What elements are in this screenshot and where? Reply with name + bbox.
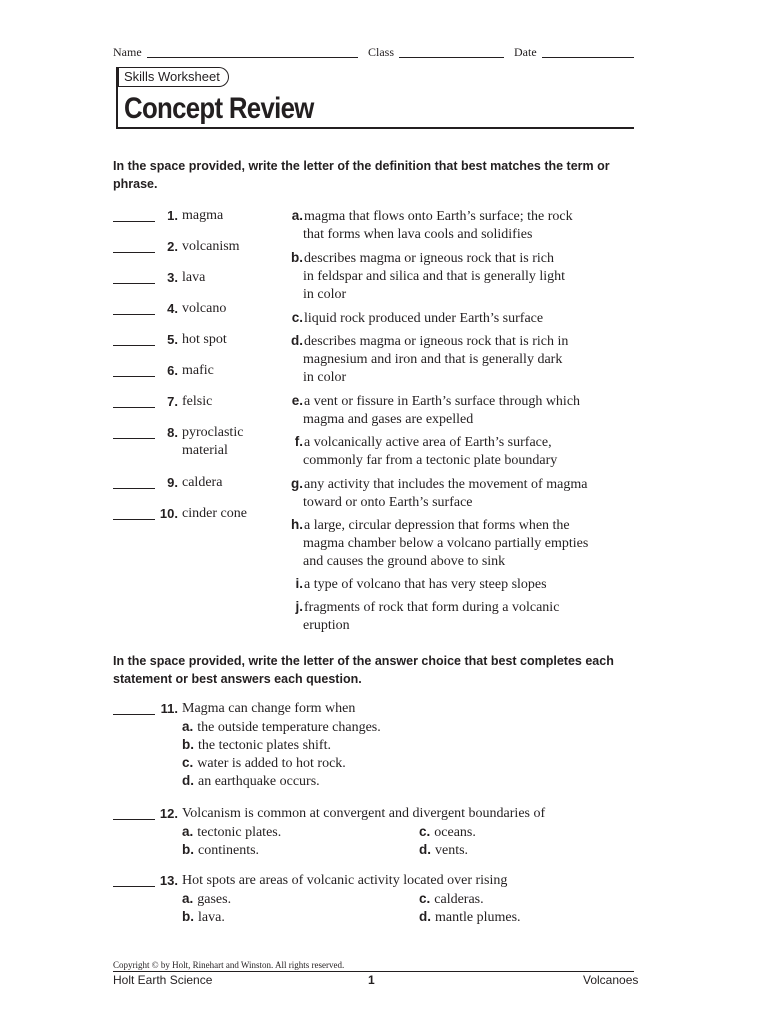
definition-letter: j. <box>295 599 303 614</box>
definition-letter: f. <box>294 434 303 449</box>
page-title: Concept Review <box>124 92 314 125</box>
definition-item <box>288 249 633 304</box>
choice-text: mantle plumes. <box>435 910 521 925</box>
answer-choice <box>182 823 281 842</box>
term-number: 9. <box>167 475 178 490</box>
term-label: cinder cone <box>182 506 247 521</box>
choice-text: calderas. <box>434 892 484 907</box>
choice-letter: c. <box>419 891 431 906</box>
term-label-continued: material <box>182 443 228 458</box>
definition-letter: d. <box>291 333 303 348</box>
class-field[interactable] <box>399 57 504 58</box>
answer-blank[interactable] <box>113 819 155 820</box>
definition-line: a vent or fissure in Earth’s surface through which <box>304 394 581 409</box>
term-text <box>182 300 226 318</box>
choice-letter: a. <box>182 824 194 839</box>
definition-letter: b. <box>291 250 303 265</box>
question-stem: Magma can change form when <box>182 701 356 716</box>
page-number: 1 <box>368 973 375 987</box>
question-number: 11. <box>160 701 178 716</box>
answer-blank[interactable] <box>113 376 155 377</box>
definition-line: a volcanically active area of Earth’s surface, <box>304 435 552 450</box>
term-label: magma <box>182 208 224 223</box>
choice-text: water is added to hot rock. <box>197 756 346 771</box>
answer-blank[interactable] <box>113 714 155 715</box>
term-text <box>182 238 240 256</box>
answer-choice <box>182 718 381 737</box>
definition-line: magma that flows onto Earth’s surface; the rock <box>304 209 573 224</box>
answer-choice <box>419 890 484 909</box>
choice-letter: c. <box>182 755 194 770</box>
definition-line: magma chamber below a volcano partially empties <box>303 536 589 551</box>
answer-blank[interactable] <box>113 407 155 408</box>
term-label: volcano <box>182 301 227 316</box>
definition-item <box>288 598 633 635</box>
term-number: 7. <box>167 394 178 409</box>
definition-line: liquid rock produced under Earth’s surface <box>304 311 544 326</box>
definition-line: magma and gases are expelled <box>303 412 474 427</box>
answer-blank[interactable] <box>113 488 155 489</box>
definition-line: fragments of rock that form during a volcanic <box>304 600 560 615</box>
term-text <box>182 269 205 287</box>
definition-item <box>288 332 633 387</box>
answer-choice <box>182 772 320 791</box>
choice-letter: b. <box>182 909 194 924</box>
term-label: lava <box>182 270 206 285</box>
term-label: mafic <box>182 363 214 378</box>
answer-choice <box>182 841 259 860</box>
term-label: volcanism <box>182 239 240 254</box>
choice-text: continents. <box>198 843 260 858</box>
choice-text: oceans. <box>434 825 476 840</box>
question-number: 12. <box>159 806 178 821</box>
choice-letter: b. <box>182 842 194 857</box>
answer-blank[interactable] <box>113 519 155 520</box>
definition-letter: a. <box>291 208 303 223</box>
choice-letter: d. <box>182 773 194 788</box>
choice-text: gases. <box>197 892 232 907</box>
choice-text: lava. <box>198 910 225 925</box>
definition-item <box>288 309 633 328</box>
choice-letter: b. <box>182 737 194 752</box>
answer-blank[interactable] <box>113 345 155 346</box>
term-label: felsic <box>182 394 213 409</box>
question-number: 13. <box>159 873 178 888</box>
definition-line: any activity that includes the movement of magma <box>304 477 588 492</box>
term-text <box>182 393 212 411</box>
definition-line: in color <box>303 287 347 302</box>
class-label: Class <box>368 45 395 59</box>
skills-worksheet-tab: Skills Worksheet <box>117 67 229 87</box>
term-label: hot spot <box>182 332 227 347</box>
term-label: pyroclastic <box>182 425 244 440</box>
term-text <box>182 331 227 349</box>
definition-line: a large, circular depression that forms when the <box>304 518 570 533</box>
answer-blank[interactable] <box>113 252 155 253</box>
definition-letter: e. <box>291 393 303 408</box>
definition-line: in feldspar and silica and that is generally light <box>303 269 566 284</box>
definition-item <box>288 575 633 594</box>
term-number: 3. <box>167 270 178 285</box>
choice-text: the tectonic plates shift. <box>198 738 331 753</box>
definition-item <box>288 207 633 244</box>
definition-line: toward or onto Earth’s surface <box>303 495 473 510</box>
choice-letter: a. <box>182 719 194 734</box>
term-number: 6. <box>167 363 178 378</box>
date-label: Date <box>514 45 537 59</box>
answer-blank[interactable] <box>113 438 155 439</box>
definition-line: describes magma or igneous rock that is rich <box>304 251 554 266</box>
copyright-notice: Copyright © by Holt, Rinehart and Winston. All rights reserved. <box>113 960 345 970</box>
definition-line: and causes the ground above to sink <box>303 554 506 569</box>
question-stem: Volcanism is common at convergent and divergent boundaries of <box>182 806 546 821</box>
answer-choice <box>182 736 331 755</box>
definition-line: describes magma or igneous rock that is rich in <box>304 334 569 349</box>
name-label: Name <box>113 45 142 59</box>
answer-blank[interactable] <box>113 221 155 222</box>
answer-choice <box>182 890 231 909</box>
choice-text: an earthquake occurs. <box>198 774 320 789</box>
definition-line: eruption <box>303 618 350 633</box>
date-field[interactable] <box>542 57 634 58</box>
choice-text: vents. <box>435 843 469 858</box>
term-number: 4. <box>167 301 178 316</box>
answer-blank[interactable] <box>113 314 155 315</box>
title-horizontal-rule <box>116 127 634 129</box>
term-text <box>182 505 247 523</box>
term-number: 1. <box>167 208 178 223</box>
definition-letter: c. <box>291 310 303 325</box>
term-text <box>182 207 223 225</box>
definition-line: a type of volcano that has very steep slopes <box>304 577 547 592</box>
definition-item <box>288 392 633 429</box>
term-number: 5. <box>167 332 178 347</box>
answer-choice <box>419 841 468 860</box>
choice-letter: d. <box>419 842 431 857</box>
term-number: 2. <box>167 239 178 254</box>
definition-letter: h. <box>291 517 303 532</box>
footer-chapter: Volcanoes <box>583 973 639 987</box>
term-text <box>182 474 222 492</box>
instructions-matching: In the space provided, write the letter of the definition that best matches the term or phrase. <box>113 159 610 191</box>
title-vertical-rule <box>116 67 118 129</box>
choice-text: tectonic plates. <box>197 825 282 840</box>
answer-choice <box>182 908 225 927</box>
answer-blank[interactable] <box>113 283 155 284</box>
choice-text: the outside temperature changes. <box>197 720 381 735</box>
definition-line: in color <box>303 370 347 385</box>
term-number: 8. <box>167 425 178 440</box>
answer-choice <box>419 908 521 927</box>
definition-line: magnesium and iron and that is generally dark <box>303 352 563 367</box>
footer-book-title: Holt Earth Science <box>113 973 213 987</box>
definition-item <box>288 433 633 470</box>
definition-item <box>288 516 633 571</box>
choice-letter: d. <box>419 909 431 924</box>
definition-letter: g. <box>291 476 303 491</box>
term-number: 10. <box>159 506 178 521</box>
choice-letter: c. <box>419 824 431 839</box>
question-stem: Hot spots are areas of volcanic activity located over rising <box>182 873 508 888</box>
definition-letter: i. <box>295 576 303 591</box>
term-text <box>182 424 243 460</box>
instructions-multiple-choice: In the space provided, write the letter of the answer choice that best completes each statement or best answers each question. <box>113 654 614 686</box>
term-label: caldera <box>182 475 223 490</box>
term-text <box>182 362 214 380</box>
name-field[interactable] <box>147 57 358 58</box>
choice-letter: a. <box>182 891 194 906</box>
answer-choice <box>419 823 476 842</box>
answer-choice <box>182 754 346 773</box>
definition-item <box>288 475 633 512</box>
footer-rule <box>113 971 634 972</box>
answer-blank[interactable] <box>113 886 155 887</box>
definition-line: commonly far from a tectonic plate boundary <box>303 453 558 468</box>
definition-line: that forms when lava cools and solidifies <box>303 227 533 242</box>
